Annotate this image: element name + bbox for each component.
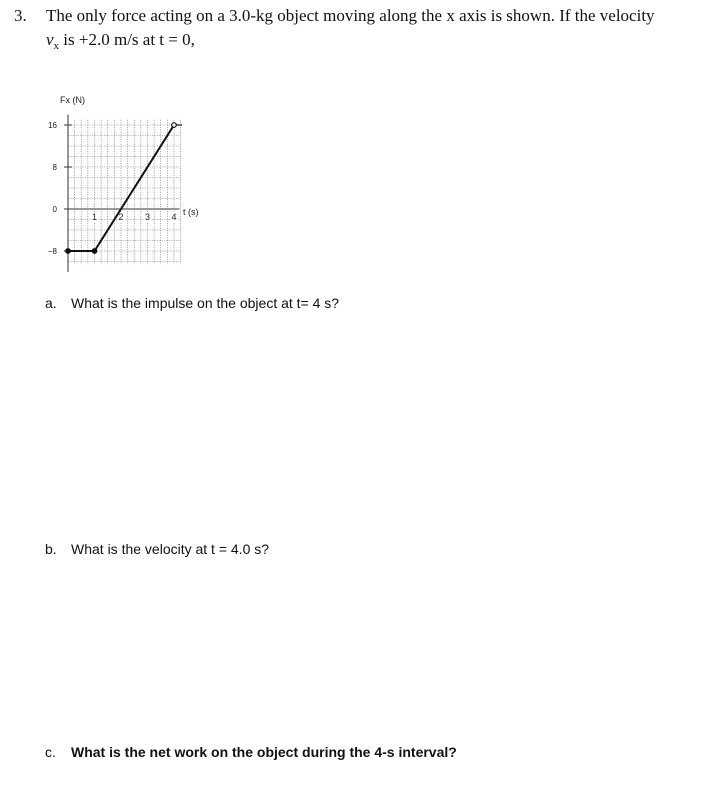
problem-number: 3. [14,6,27,25]
x-tick-label: 2 [118,212,124,222]
question-a-letter: a. [45,295,57,311]
question-b-letter: b. [45,541,57,557]
question-a-text: What is the impulse on the object at t= 4 s? [71,295,340,311]
velocity-symbol: v [46,30,54,49]
problem-statement-line1: The only force acting on a 3.0-kg object moving along the x axis is shown. If the velocity [46,6,655,25]
force-time-graph [0,0,722,290]
question-c-text: What is the net work on the object during the 4-s interval? [71,744,457,760]
x-tick-label: 1 [91,212,98,222]
velocity-condition: is +2.0 m/s at t = 0, [59,30,195,49]
question-b-text: What is the velocity at t = 4.0 s? [71,541,270,557]
x-tick-label: 4 [171,212,177,222]
x-axis-label: t (s) [183,207,199,217]
question-c-letter: c. [45,744,56,760]
series-point [66,249,71,254]
series-point [92,249,97,254]
question-b [45,541,269,557]
y-tick-label: 8 [52,163,57,172]
y-tick-label: 0 [52,205,57,214]
graph-ticks [48,121,178,256]
y-axis-label: Fx (N) [60,95,85,105]
graph-axes [68,115,179,273]
x-tick-label: 3 [144,212,151,222]
question-c [45,744,457,760]
series-point [172,123,177,128]
y-tick-label: −8 [47,247,57,256]
velocity-subscript: x [53,40,60,52]
y-tick-label: 16 [48,121,57,130]
question-a [45,295,339,311]
